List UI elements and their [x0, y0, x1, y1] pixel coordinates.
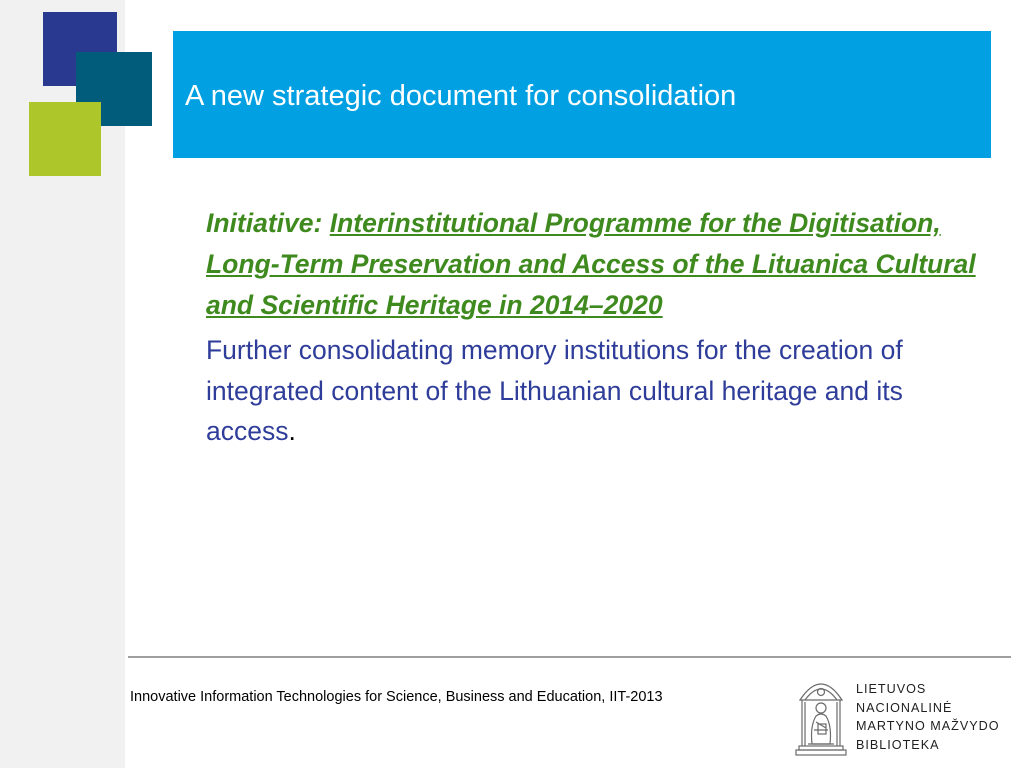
footer-divider	[128, 656, 1011, 658]
title-bar	[173, 31, 991, 158]
slide-content	[206, 203, 976, 452]
initiative-label: Initiative:	[206, 208, 330, 238]
logo-line: BIBLIOTEKA	[856, 737, 940, 752]
initiative-paragraph	[206, 203, 976, 326]
programme-link[interactable]: Interinstitutional Programme for the Digitisation, Long-Term Preservation and Access of the Lituanica Cultural and Scientific Heritage in 2014–2020	[206, 208, 976, 320]
logo-line: NACIONALINĖ	[856, 700, 953, 715]
slide-title: A new strategic document for consolidation	[185, 80, 737, 112]
decor-square-green	[29, 102, 101, 176]
further-paragraph	[206, 330, 976, 452]
further-period: .	[288, 416, 296, 446]
footer-text: Innovative Information Technologies for Science, Business and Education, IIT-2013	[130, 689, 663, 705]
logo-line: MARTYNO MAŽVYDO	[856, 719, 1000, 733]
further-text: Further consolidating memory institutions for the creation of integrated content of the Lithuanian cultural heritage and its access	[206, 335, 903, 446]
library-logo-text	[856, 680, 1000, 754]
logo-line: LIETUVOS	[856, 682, 927, 696]
library-emblem-icon	[794, 672, 848, 756]
